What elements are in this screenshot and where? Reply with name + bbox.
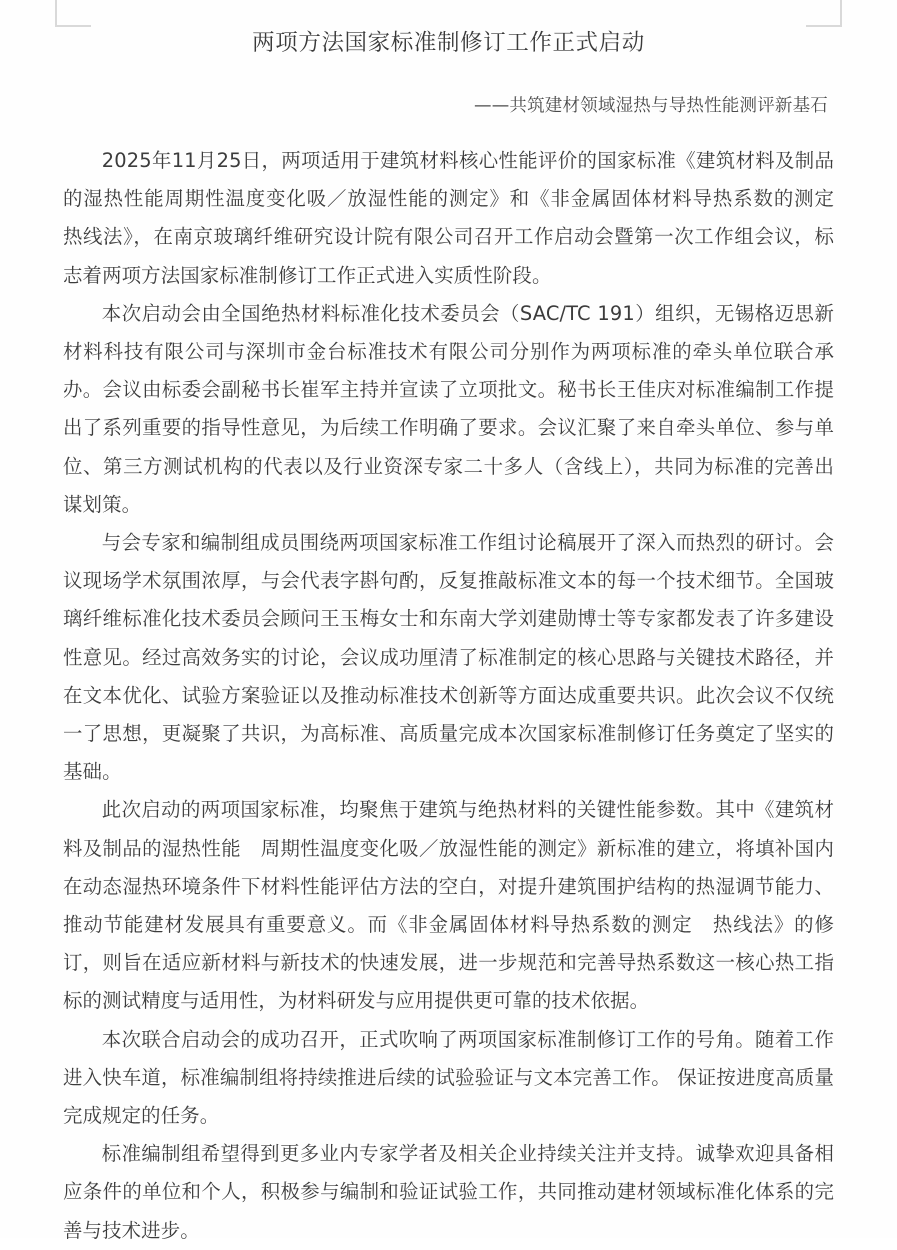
paragraph: 与会专家和编制组成员围绕两项国家标准工作组讨论稿展开了深入而热烈的研讨。会议现场学术氛围浓厚，与会代表字斟句酌，反复推敲标准文本的每一个技术细节。全国玻璃纤维标准化技术委员会顾问王玉梅女士和东南大学刘建勋博士等专家都发表了许多建设性意见。经过高效务实的讨论，会议成功厘清了标准制定的核心思路与关键技术路径，并在文本优化、试验方案验证以及推动标准技术创新等方面达成重要共识。此次会议不仅统一了思想，更凝聚了共识，为高标准、高质量完成本次国家标准制修订任务奠定了坚实的基础。 [63, 531, 834, 784]
article-content [63, 142, 854, 1250]
paragraph: 标准编制组希望得到更多业内专家学者及相关企业持续关注并支持。诚挚欢迎具备相应条件的单位和个人，积极参与编制和验证试验工作，共同推动建材领域标准化体系的完善与技术进步。 [63, 1142, 834, 1242]
paragraph: 本次启动会由全国绝热材料标准化技术委员会（SAC/TC 191）组织，无锡格迈思新材料科技有限公司与深圳市金台标准技术有限公司分别作为两项标准的牵头单位联合承办。会议由标委会副秘书长崔军主持并宣读了立项批文。秘书长王佳庆对标准编制工作提出了系列重要的指导性意见，为后续工作明确了要求。会议汇聚了来自牵头单位、参与单位、第三方测试机构的代表以及行业资深专家二十多人（含线上），共同为标准的完善出谋划策。 [63, 301, 834, 516]
page-subtitle: ——共筑建材领域湿热与导热性能测评新基石 [474, 96, 828, 116]
paragraph: 2025年11月25日，两项适用于建筑材料核心性能评价的国家标准《建筑材料及制品的湿热性能周期性温度变化吸／放湿性能的测定》和《非金属固体材料导热系数的测定 热线法》，在南京玻璃纤维研究设计院有限公司召开工作启动会暨第一次工作组会议，标志着两项方法国家标准制修订工作正式进入实质性阶段。 [63, 149, 854, 287]
paragraph: 此次启动的两项国家标准，均聚焦于建筑与绝热材料的关键性能参数。其中《建筑材料及制品的湿热性能 周期性温度变化吸／放湿性能的测定》新标准的建立，将填补国内在动态湿热环境条件下材料性能评估方法的空白，对提升建筑围护结构的热湿调节能力、推动节能建材发展具有重要意义。而《非金属固体材料导热系数的测定 热线法》的修订，则旨在适应新材料与新技术的快速发展，进一步规范和完善导热系数这一核心热工指标的测试精度与适用性，为材料研发与应用提供更可靠的技术依据。 [63, 798, 834, 1013]
paragraph: 本次联合启动会的成功召开，正式吹响了两项国家标准制修订工作的号角。随着工作进入快车道，标准编制组将持续推进后续的试验验证与文本完善工作。 保证按进度高质量完成规定的任务。 [63, 1027, 834, 1128]
page-title: 两项方法国家标准制修订工作正式启动 [252, 30, 645, 56]
